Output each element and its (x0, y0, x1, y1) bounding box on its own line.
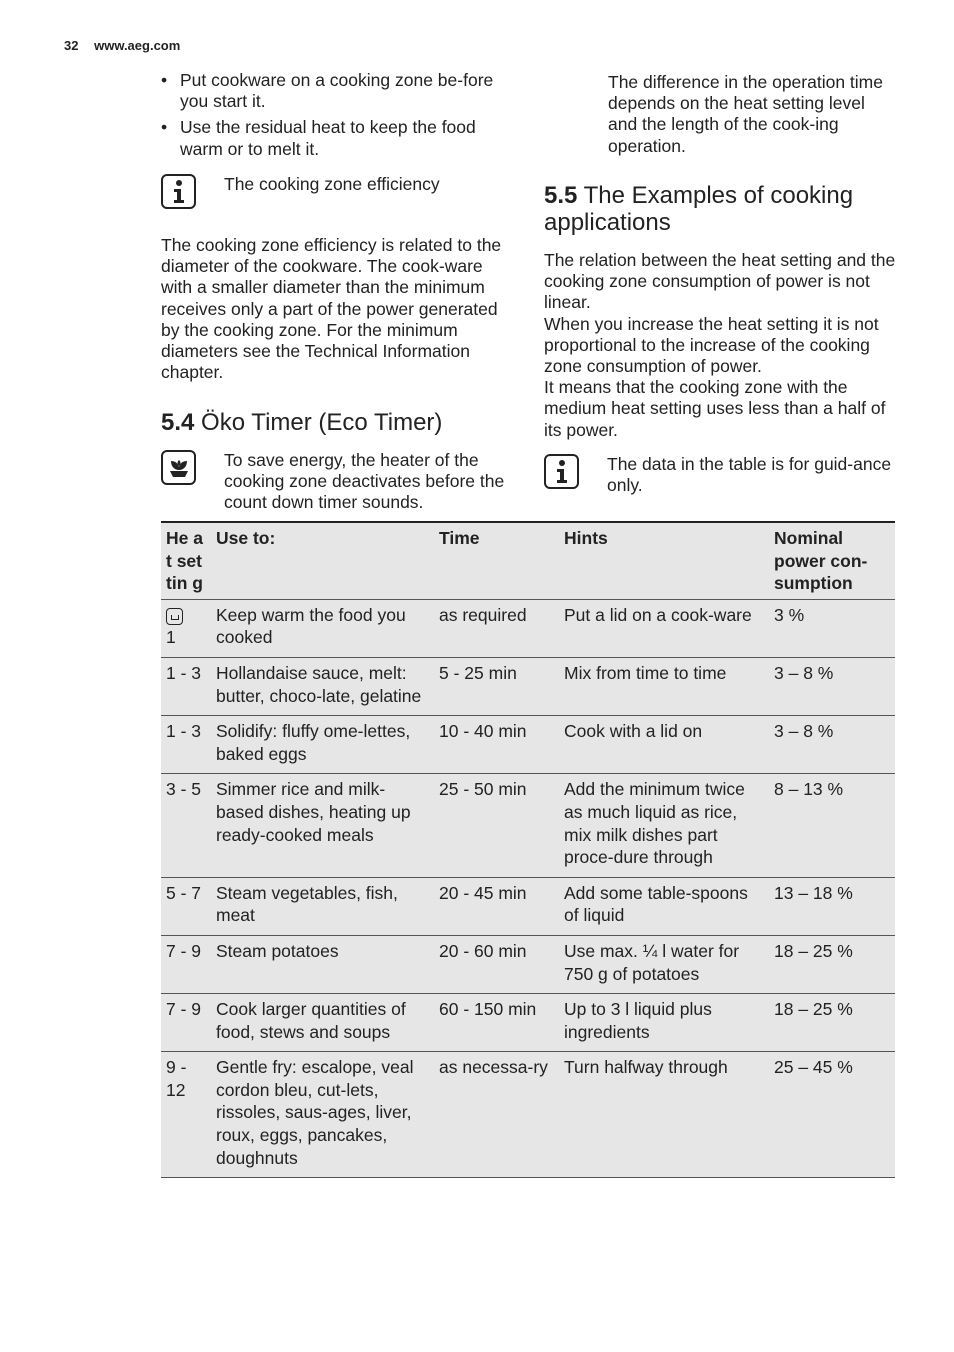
paragraph: The relation between the heat setting and the cooking zone consumption of power is not linear. (544, 250, 896, 313)
note-text: The data in the table is for guid-ance only. (607, 454, 892, 496)
keep-warm-icon (166, 608, 183, 625)
heat-value: 1 (166, 627, 176, 648)
cell-hints: Mix from time to time (564, 662, 727, 683)
eco-icon (161, 450, 196, 485)
section-5-5-heading (544, 182, 896, 236)
cell-heat: 7 - 9 (166, 940, 202, 961)
note-eco-timer (161, 450, 513, 514)
cell-power: 13 – 18 % (774, 882, 853, 903)
cell-hints: Add some table-spoons of liquid (564, 882, 748, 926)
cell-power: 3 – 8 % (774, 662, 834, 683)
cell-hints: Put a lid on a cook-ware (564, 604, 752, 625)
site-url: www.aeg.com (94, 38, 181, 53)
cell-time: 20 - 60 min (439, 940, 527, 961)
table-row (161, 877, 895, 935)
cell-use: Simmer rice and milk-based dishes, heating up ready-cooked meals (216, 779, 411, 845)
cell-hints: Add the minimum twice as much liquid as rice, mix milk dishes part proce-dure through (564, 779, 745, 868)
section-number: 5.4 (161, 409, 195, 436)
cell-time: 60 - 150 min (439, 999, 537, 1020)
bullet-item: • Use the residual heat to keep the food warm or to melt it. (161, 117, 513, 159)
table-row (161, 935, 895, 993)
cell-use: Gentle fry: escalope, veal cordon bleu, cut-lets, rissoles, saus-ages, liver, roux, eggs, pancakes, doughnuts (216, 1057, 414, 1168)
cell-heat: 7 - 9 (166, 999, 202, 1020)
info-icon (161, 174, 196, 209)
header-power: Nominal power con-sumption (774, 528, 868, 594)
page-number: 32 (64, 38, 79, 53)
cell-heat: 3 - 5 (166, 779, 202, 800)
table-row (161, 774, 895, 877)
table-row (161, 657, 895, 715)
cell-use: Steam vegetables, fish, meat (216, 882, 398, 926)
cell-use: Hollandaise sauce, melt: butter, choco-late, gelatine (216, 662, 422, 706)
cell-power: 18 – 25 % (774, 999, 853, 1020)
paragraph: It means that the cooking zone with the medium heat setting uses less than a half of its power. (544, 377, 886, 440)
cell-use: Steam potatoes (216, 940, 339, 961)
left-bullets (161, 70, 513, 165)
cell-heat (161, 599, 211, 657)
cell-time: 20 - 45 min (439, 882, 527, 903)
cell-heat: 9 - 12 (166, 1057, 187, 1100)
cell-heat: 5 - 7 (166, 882, 202, 903)
table-header-row (161, 522, 895, 599)
cell-heat: 1 - 3 (166, 662, 202, 683)
cell-time: 10 - 40 min (439, 721, 527, 742)
cell-use: Cook larger quantities of food, stews and soups (216, 999, 406, 1042)
cell-power: 8 – 13 % (774, 779, 844, 800)
cell-use: Keep warm the food you cooked (216, 604, 406, 648)
note-efficiency (161, 174, 513, 209)
cell-time: as necessa-ry (439, 1057, 548, 1078)
page-header (64, 38, 180, 53)
intro-paragraph: The difference in the operation time depends on the heat setting level and the length of the cook-ing operation. (608, 72, 883, 156)
cell-power: 3 % (774, 604, 805, 625)
cell-heat: 1 - 3 (166, 721, 202, 742)
cell-hints: Up to 3 l liquid plus ingredients (564, 999, 712, 1042)
relation-paragraphs (544, 250, 896, 441)
table-row (161, 716, 895, 774)
efficiency-paragraph: The cooking zone efficiency is related to the diameter of the cookware. The cook-ware with a smaller diameter than the minimum receives only a part of the power generated by the cooking zone. For the minimum diameters see the Technical Information chapter. (161, 235, 502, 383)
cell-hints: Use max. ¼ l water for 750 g of potatoes (564, 940, 740, 984)
info-icon (544, 454, 579, 489)
cell-hints: Turn halfway through (564, 1057, 728, 1078)
bullet-item: • Put cookware on a cooking zone be-fore you start it. (161, 70, 513, 112)
cell-time: 5 - 25 min (439, 662, 517, 683)
cell-power: 3 – 8 % (774, 721, 834, 742)
cell-time: as required (439, 604, 527, 625)
section-number: 5.5 (544, 182, 578, 209)
table-row (161, 994, 895, 1052)
section-5-4-heading (161, 409, 442, 436)
header-heat-setting: He at set tin g (166, 528, 203, 594)
header-time: Time (439, 528, 480, 548)
table-row (161, 1052, 895, 1178)
cooking-applications-table (161, 521, 895, 1178)
cell-hints: Cook with a lid on (564, 721, 703, 742)
table-row (161, 599, 895, 657)
header-use-to: Use to: (216, 528, 276, 548)
section-title: Öko Timer (Eco Timer) (201, 409, 443, 436)
paragraph: When you increase the heat setting it is not proportional to the increase of the cooking zone consumption of power. (544, 313, 879, 377)
header-hints: Hints (564, 528, 608, 548)
note-text: To save energy, the heater of the cooking zone deactivates before the count down timer sounds. (224, 450, 505, 513)
cell-use: Solidify: fluffy ome-lettes, baked eggs (216, 721, 411, 764)
cell-time: 25 - 50 min (439, 779, 527, 800)
cell-power: 18 – 25 % (774, 940, 853, 961)
note-text: The cooking zone efficiency (224, 174, 440, 194)
section-title: The Examples of cooking applications (544, 182, 854, 236)
note-guidance (544, 454, 896, 496)
cell-power: 25 – 45 % (774, 1057, 853, 1078)
